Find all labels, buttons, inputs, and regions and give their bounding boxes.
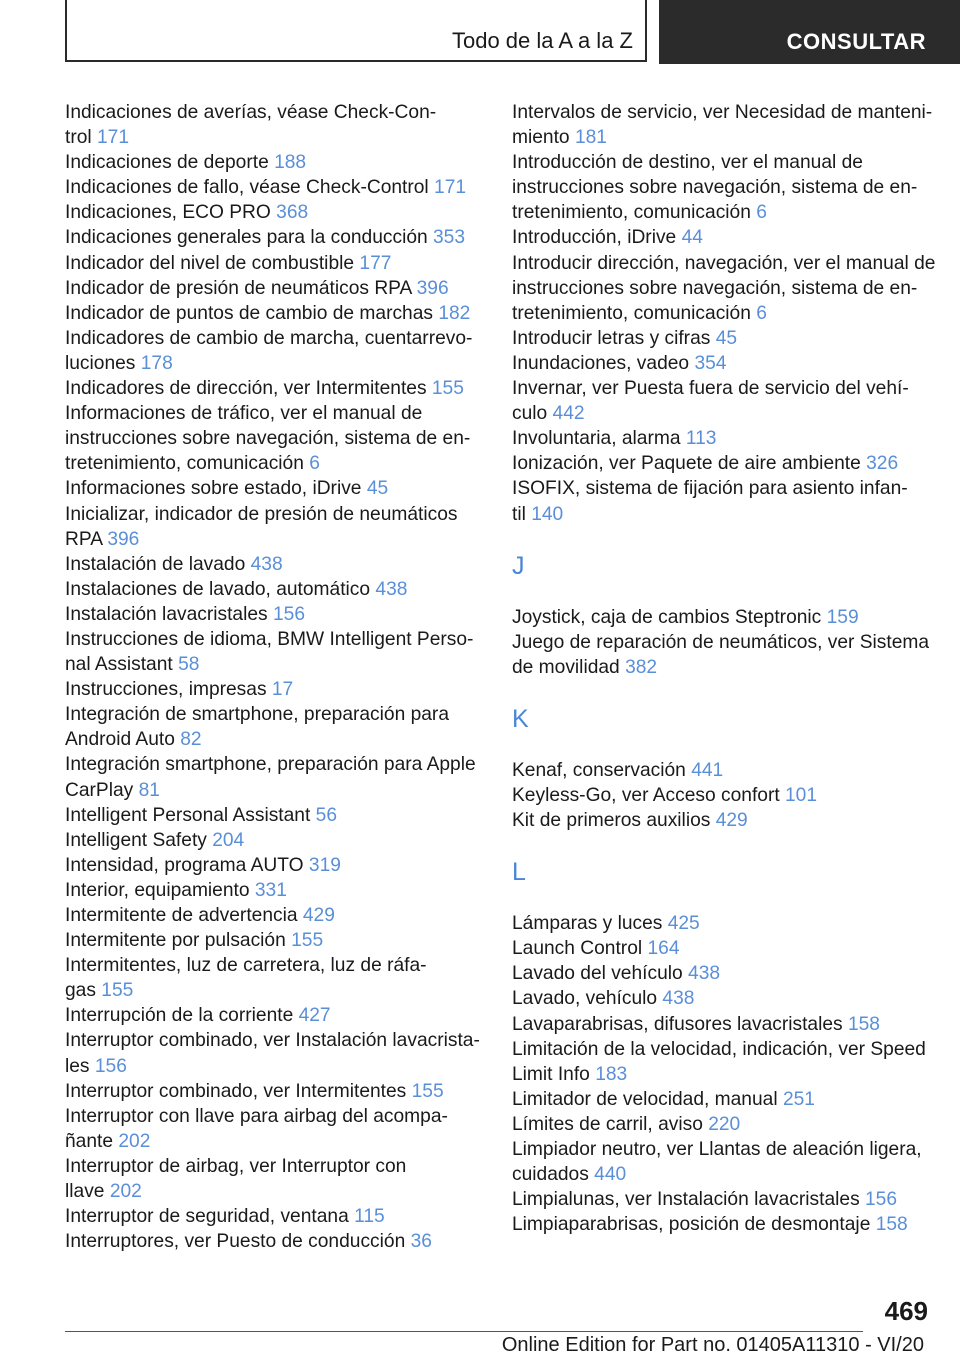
page-reference-link[interactable]: 353 [433, 227, 466, 249]
index-entry [512, 326, 937, 351]
section-tab-label: Todo de la A a la Z [451, 28, 633, 53]
index-entry-term: Introducción, iDrive [512, 227, 677, 249]
index-entry-term: Interruptores, ver Puesto de conducción [65, 1231, 406, 1253]
page-reference-link[interactable]: 438 [662, 988, 695, 1010]
index-entry [65, 878, 485, 903]
index-column-right [512, 100, 937, 1237]
page-reference-link[interactable]: 156 [94, 1055, 127, 1077]
index-entry-text [512, 326, 937, 351]
index-entry-term: Limpialunas, ver Instalación lavacristales [512, 1189, 860, 1211]
index-entry [512, 1112, 937, 1137]
index-entry-text [512, 1187, 937, 1212]
index-entry-text [65, 1079, 485, 1104]
page-reference-link[interactable]: 82 [180, 729, 202, 751]
footer-divider [65, 1331, 863, 1332]
index-entry-term: Kenaf, conservación [512, 759, 686, 781]
index-entry-term: Indicaciones, ECO PRO [65, 202, 271, 224]
index-entry-text [512, 251, 937, 276]
index-entry-text [65, 702, 485, 727]
page-reference-link[interactable]: 202 [109, 1181, 142, 1203]
page-reference-link[interactable]: 188 [274, 152, 307, 174]
index-entry [65, 1028, 485, 1078]
index-entry-text [65, 978, 485, 1003]
index-entry-term: Informaciones de tráfico, ver el manual de [65, 403, 423, 425]
index-entry-term: gas [65, 980, 96, 1002]
index-entry [65, 1104, 485, 1154]
index-entry-text [65, 451, 485, 476]
page-reference-link[interactable]: 164 [647, 938, 680, 960]
index-entry-term: Instrucciones de idioma, BMW Intelligent Perso- [65, 628, 474, 650]
index-entry [65, 1229, 485, 1254]
index-entry-text [512, 401, 937, 426]
index-entry-text [65, 1104, 485, 1129]
index-entry-text [65, 903, 485, 928]
index-entry-text [512, 986, 937, 1011]
page-reference-link[interactable]: 181 [574, 127, 607, 149]
index-entry-text [512, 783, 937, 808]
page-reference-link[interactable]: 382 [625, 656, 658, 678]
section-tab[interactable] [65, 0, 647, 62]
index-entry-text [512, 655, 937, 680]
index-entry-term: Interruptor combinado, ver Instalación lavacrista- [65, 1030, 480, 1052]
index-entry-term: Interior, equipamiento [65, 879, 250, 901]
index-entry [65, 476, 485, 501]
index-entry [512, 1012, 937, 1037]
index-entry-text [65, 1129, 485, 1154]
index-entry-term: Indicadores de dirección, ver Intermitentes [65, 378, 427, 400]
index-entry-text [65, 1204, 485, 1229]
index-entry-term: Interruptor combinado, ver Intermitentes [65, 1080, 407, 1102]
index-entry-term: Intervalos de servicio, ver Necesidad de manteni- [512, 102, 933, 123]
index-entry [65, 803, 485, 828]
index-entry [512, 150, 937, 225]
page-reference-link[interactable]: 251 [782, 1088, 815, 1110]
index-entry-text [65, 502, 485, 527]
page-reference-link[interactable]: 56 [315, 804, 338, 826]
index-entry-term: ñante [65, 1130, 114, 1152]
index-entry-term: Introducir letras y cifras [512, 327, 711, 349]
page-reference-link[interactable]: 438 [688, 963, 721, 985]
index-entry-term: Intermitente de advertencia [65, 905, 298, 926]
page-reference-link[interactable]: 158 [847, 1013, 880, 1035]
index-entry [65, 928, 485, 953]
index-entry [512, 961, 937, 986]
index-entry-term: Interruptor de airbag, ver Interruptor con [65, 1155, 407, 1177]
index-entry [512, 808, 937, 833]
page-reference-link[interactable]: 368 [276, 202, 309, 224]
index-entry [65, 853, 485, 878]
index-entry-text [512, 1137, 937, 1162]
index-entry-text [65, 175, 485, 200]
page-reference-link[interactable]: 156 [865, 1189, 898, 1211]
page-reference-link[interactable]: 113 [685, 428, 717, 450]
index-entry-term: Informaciones sobre estado, iDrive [65, 478, 362, 500]
index-entry-text [512, 808, 937, 833]
index-entry-term: Juego de reparación de neumáticos, ver Sistema [512, 631, 930, 653]
index-entry-text [65, 1179, 485, 1204]
index-entry [65, 225, 485, 250]
page-reference-link[interactable]: 177 [359, 252, 392, 274]
index-entry-text [512, 225, 937, 250]
index-entry [512, 351, 937, 376]
index-entry-text [65, 401, 485, 426]
index-entry [65, 1154, 485, 1204]
index-entry-term: Indicaciones de fallo, véase Check-Control [65, 177, 429, 199]
index-entry [512, 251, 937, 326]
page-reference-link[interactable]: 58 [178, 654, 200, 676]
index-entry-text [65, 376, 485, 401]
index-entry-term: Intermitente por pulsación [65, 930, 286, 952]
index-entry-text [65, 1003, 485, 1028]
page-reference-link[interactable]: 354 [694, 352, 727, 374]
page-reference-link[interactable]: 182 [438, 302, 471, 324]
index-entry-term: Instrucciones, impresas [65, 679, 267, 701]
index-entry-text [65, 727, 485, 752]
page-reference-link[interactable]: 171 [97, 127, 130, 149]
index-entry [65, 677, 485, 702]
index-entry [65, 577, 485, 602]
index-entry-term: de movilidad [512, 656, 620, 678]
index-entry-text [65, 225, 485, 250]
index-entry [65, 828, 485, 853]
page-reference-link[interactable]: 441 [691, 759, 724, 781]
index-entry-text [65, 125, 485, 150]
page-reference-link[interactable]: 319 [308, 854, 341, 876]
index-entry-term: Instalación de lavado [65, 553, 246, 575]
index-entry [65, 627, 485, 677]
index-entry-text [65, 677, 485, 702]
index-entry [65, 276, 485, 301]
page-reference-link[interactable]: 331 [254, 879, 287, 901]
index-entry-term: instrucciones sobre navegación, sistema de en- [512, 277, 918, 299]
index-entry [65, 702, 485, 752]
index-entry-term: instrucciones sobre navegación, sistema de en- [65, 428, 471, 450]
index-entry-term: ISOFIX, sistema de fijación para asiento infan- [512, 478, 908, 500]
page-reference-link[interactable]: 156 [272, 603, 305, 625]
page-reference-link[interactable]: 183 [595, 1063, 628, 1085]
index-entry [65, 953, 485, 1003]
consultar-tab[interactable] [659, 0, 960, 64]
index-entry-term: Invernar, ver Puesta fuera de servicio del vehí- [512, 378, 909, 400]
index-entry [65, 752, 485, 802]
index-entry-text [512, 1212, 937, 1237]
index-entry-text [512, 476, 937, 501]
page-reference-link[interactable]: 396 [107, 528, 140, 550]
index-entry-term: Instalaciones de lavado, automático [65, 578, 371, 600]
page-reference-link[interactable]: 440 [594, 1164, 627, 1186]
index-entry [512, 1137, 937, 1187]
index-entry-text [65, 1028, 485, 1053]
index-entry-term: Indicaciones de deporte [65, 152, 269, 174]
index-entry [65, 326, 485, 376]
index-entry [512, 911, 937, 936]
index-entry-text [65, 426, 485, 451]
index-entry-text [65, 1054, 485, 1079]
index-entry-term: Limpiador neutro, ver Llantas de aleación ligera, [512, 1139, 922, 1160]
index-entry-term: Introducir dirección, navegación, ver el manual de [512, 252, 936, 274]
index-entry-text [65, 878, 485, 903]
index-entry-term: Limit Info [512, 1063, 590, 1085]
page-reference-link[interactable]: 155 [291, 930, 324, 952]
index-entry-term: Indicador de puntos de cambio de marchas [65, 302, 433, 324]
index-entry-term: CarPlay [65, 779, 134, 801]
index-entry-text [65, 853, 485, 878]
index-entry [512, 1037, 937, 1087]
index-entry [65, 552, 485, 577]
index-entry-term: Indicaciones de averías, véase Check-Con- [65, 102, 437, 123]
index-entry-term: les [65, 1055, 90, 1077]
index-entry-text [65, 752, 485, 777]
index-entry-text [512, 758, 937, 783]
index-entry-term: Kit de primeros auxilios [512, 810, 711, 832]
index-entry-term: Interrupción de la corriente [65, 1005, 294, 1027]
page-reference-link[interactable]: 155 [411, 1080, 444, 1102]
index-entry-text [65, 476, 485, 501]
index-entry [512, 376, 937, 426]
index-entry-text [65, 828, 485, 853]
page-reference-link[interactable]: 45 [366, 478, 389, 500]
page-reference-link[interactable]: 326 [866, 453, 899, 475]
index-entry-term: Android Auto [65, 729, 175, 751]
index-entry-term: tretenimiento, comunicación [512, 202, 751, 224]
index-entry-text [65, 652, 485, 677]
index-entry-term: Integración de smartphone, preparación para [65, 704, 449, 726]
index-entry-text [65, 602, 485, 627]
index-entry [65, 150, 485, 175]
index-entry-term: trol [65, 127, 92, 149]
index-entry-text [65, 326, 485, 351]
index-entry-term: llave [65, 1181, 105, 1203]
index-entry-text [512, 1087, 937, 1112]
index-entry-text [512, 276, 937, 301]
index-entry-term: Launch Control [512, 938, 643, 960]
index-entry [512, 986, 937, 1011]
index-entry-text [65, 276, 485, 301]
index-entry-text [512, 175, 937, 200]
index-entry-text [65, 100, 485, 125]
index-entry-term: Indicador de presión de neumáticos RPA [65, 277, 412, 299]
index-entry-term: Limitador de velocidad, manual [512, 1088, 778, 1110]
index-entry-term: Introducción de destino, ver el manual de [512, 152, 863, 174]
page-reference-link[interactable]: 442 [552, 403, 585, 425]
index-entry-text [65, 577, 485, 602]
index-entry-term: Integración smartphone, preparación para Apple [65, 754, 476, 776]
index-entry-term: Intensidad, programa AUTO [65, 854, 304, 876]
index-entry-term: cuidados [512, 1164, 589, 1186]
index-entry-term: til [512, 503, 526, 525]
index-entry-text [512, 1037, 937, 1062]
index-entry [65, 301, 485, 326]
index-entry-text [65, 527, 485, 552]
index-entry-term: RPA [65, 528, 102, 550]
index-entry-text [512, 961, 937, 986]
index-entry-term: Lavaparabrisas, difusores lavacristales [512, 1013, 843, 1035]
index-entry-text [65, 803, 485, 828]
index-entry-term: Joystick, caja de cambios Steptronic [512, 606, 822, 628]
index-entry-term: culo [512, 403, 548, 425]
index-entry-term: Inicializar, indicador de presión de neumáticos [65, 503, 458, 525]
index-entry [65, 200, 485, 225]
index-entry-term: Indicaciones generales para la conducción [65, 227, 428, 249]
page-reference-link[interactable]: 171 [434, 177, 467, 199]
index-entry [512, 1212, 937, 1237]
index-entry-text [65, 351, 485, 376]
page-reference-link[interactable]: 427 [298, 1005, 331, 1027]
page-number: 469 [884, 1296, 928, 1326]
index-entry-term: Ionización, ver Paquete de aire ambiente [512, 453, 861, 475]
index-entry-text [65, 301, 485, 326]
index-entry-text [512, 100, 937, 125]
page-reference-link[interactable]: 220 [708, 1113, 741, 1135]
index-entry-term: Limpiaparabrisas, posición de desmontaje [512, 1214, 871, 1236]
page-reference-link[interactable]: 6 [756, 202, 767, 224]
index-entry [512, 630, 937, 680]
index-entry-term: miento [512, 127, 570, 149]
index-entry [512, 936, 937, 961]
page-reference-link[interactable]: 17 [271, 679, 294, 701]
page-reference-link[interactable]: 429 [715, 810, 748, 832]
index-entry-text [512, 1162, 937, 1187]
index-entry [512, 758, 937, 783]
index-entry-term: Keyless-Go, ver Acceso confort [512, 784, 780, 806]
index-entry-term: Límites de carril, aviso [512, 1113, 703, 1135]
index-entry-text [65, 552, 485, 577]
index-entry-text [65, 627, 485, 652]
page-reference-link[interactable]: 438 [375, 578, 408, 600]
page-reference-link[interactable]: 396 [416, 277, 449, 299]
index-entry-term: luciones [65, 352, 136, 374]
index-entry-text [65, 928, 485, 953]
index-entry [65, 401, 485, 476]
page-reference-link[interactable]: 44 [681, 227, 703, 249]
index-entry [65, 376, 485, 401]
page-reference-link[interactable]: 178 [140, 352, 173, 374]
index-entry-text [512, 936, 937, 961]
page-reference-link[interactable]: 425 [667, 913, 700, 935]
page-reference-link[interactable]: 36 [410, 1231, 432, 1253]
page-reference-link[interactable]: 429 [302, 905, 335, 926]
index-entry-term: tretenimiento, comunicación [65, 453, 304, 475]
index-entry-text [512, 426, 937, 451]
index-entry-text [65, 1154, 485, 1179]
index-entry-term: Lavado del vehículo [512, 963, 683, 985]
index-entry [65, 1003, 485, 1028]
index-entry-text [65, 1229, 485, 1254]
index-entry-text [512, 1012, 937, 1037]
page-reference-link[interactable]: 204 [212, 829, 245, 851]
page-reference-link[interactable]: 6 [756, 302, 767, 324]
page-reference-link[interactable]: 45 [715, 327, 738, 349]
index-entry-text [65, 150, 485, 175]
index-entry [65, 602, 485, 627]
index-entry-term: Intelligent Personal Assistant [65, 804, 311, 826]
page-reference-link[interactable]: 140 [531, 503, 564, 525]
index-entry-term: nal Assistant [65, 654, 173, 676]
index-entry-text [65, 778, 485, 803]
index-entry [512, 783, 937, 808]
index-entry [65, 100, 485, 150]
index-entry-term: Involuntaria, alarma [512, 428, 681, 450]
index-letter-heading: J [512, 551, 525, 580]
index-entry [65, 903, 485, 928]
index-column-left [65, 100, 485, 1254]
page-reference-link[interactable]: 158 [875, 1214, 908, 1236]
consultar-tab-label: CONSULTAR [786, 29, 926, 54]
index-entry-text [512, 200, 937, 225]
page-reference-link[interactable]: 438 [250, 553, 283, 575]
index-entry-text [512, 351, 937, 376]
index-entry-text [65, 200, 485, 225]
index-letter-heading: K [512, 704, 529, 733]
page-reference-link[interactable]: 6 [309, 453, 320, 475]
index-entry [512, 476, 937, 526]
page-reference-link[interactable]: 159 [826, 606, 859, 628]
footer-edition: Online Edition for Part no. 01405A11310 - VI/20 [501, 1334, 924, 1356]
index-entry [512, 426, 937, 451]
index-entry-text [512, 150, 937, 175]
index-entry [512, 605, 937, 630]
index-entry-term: Inundaciones, vadeo [512, 352, 690, 374]
index-entry-term: Interruptor de seguridad, ventana [65, 1206, 349, 1228]
index-entry [65, 251, 485, 276]
index-entry-text [512, 125, 937, 150]
index-entry-term: Lámparas y luces [512, 913, 663, 935]
index-entry-text [512, 301, 937, 326]
index-entry [512, 100, 937, 150]
page-reference-link[interactable]: 202 [118, 1130, 151, 1152]
index-entry-term: Lavado, vehículo [512, 988, 658, 1010]
index-entry-term: Intermitentes, luz de carretera, luz de ráfa- [65, 955, 427, 977]
index-entry-text [512, 911, 937, 936]
index-entry-term: Intelligent Safety [65, 829, 207, 851]
index-entry [512, 225, 937, 250]
index-entry-text [65, 953, 485, 978]
index-entry-term: Limitación de la velocidad, indicación, ver Speed [512, 1038, 926, 1060]
page-reference-link[interactable]: 81 [138, 779, 160, 801]
index-entry [512, 451, 937, 476]
index-entry-text [512, 376, 937, 401]
page-reference-link[interactable]: 155 [431, 378, 464, 400]
index-entry-term: Interruptor con llave para airbag del acompa- [65, 1105, 448, 1127]
index-entry-text [65, 251, 485, 276]
index-entry-text [512, 1062, 937, 1087]
page-reference-link[interactable]: 101 [785, 784, 818, 806]
index-entry-text [512, 1112, 937, 1137]
index-entry-text [512, 451, 937, 476]
page-reference-link[interactable]: 155 [101, 980, 134, 1002]
index-entry [512, 1187, 937, 1212]
page-reference-link[interactable]: 115 [354, 1206, 385, 1228]
index-entry-text [512, 630, 937, 655]
index-entry-text [512, 605, 937, 630]
index-entry-term: tretenimiento, comunicación [512, 302, 751, 324]
index-entry-term: Instalación lavacristales [65, 603, 268, 625]
index-entry-term: Indicadores de cambio de marcha, cuentarrevo- [65, 327, 473, 349]
index-entry [512, 1087, 937, 1112]
index-entry [65, 175, 485, 200]
index-entry [65, 502, 485, 552]
index-entry-term: Indicador del nivel de combustible [65, 252, 355, 274]
index-entry-term: instrucciones sobre navegación, sistema de en- [512, 177, 918, 199]
index-entry [65, 1204, 485, 1229]
page-header [0, 0, 960, 66]
index-letter-heading: L [512, 858, 526, 887]
index-entry-text [512, 502, 937, 527]
index-entry [65, 1079, 485, 1104]
